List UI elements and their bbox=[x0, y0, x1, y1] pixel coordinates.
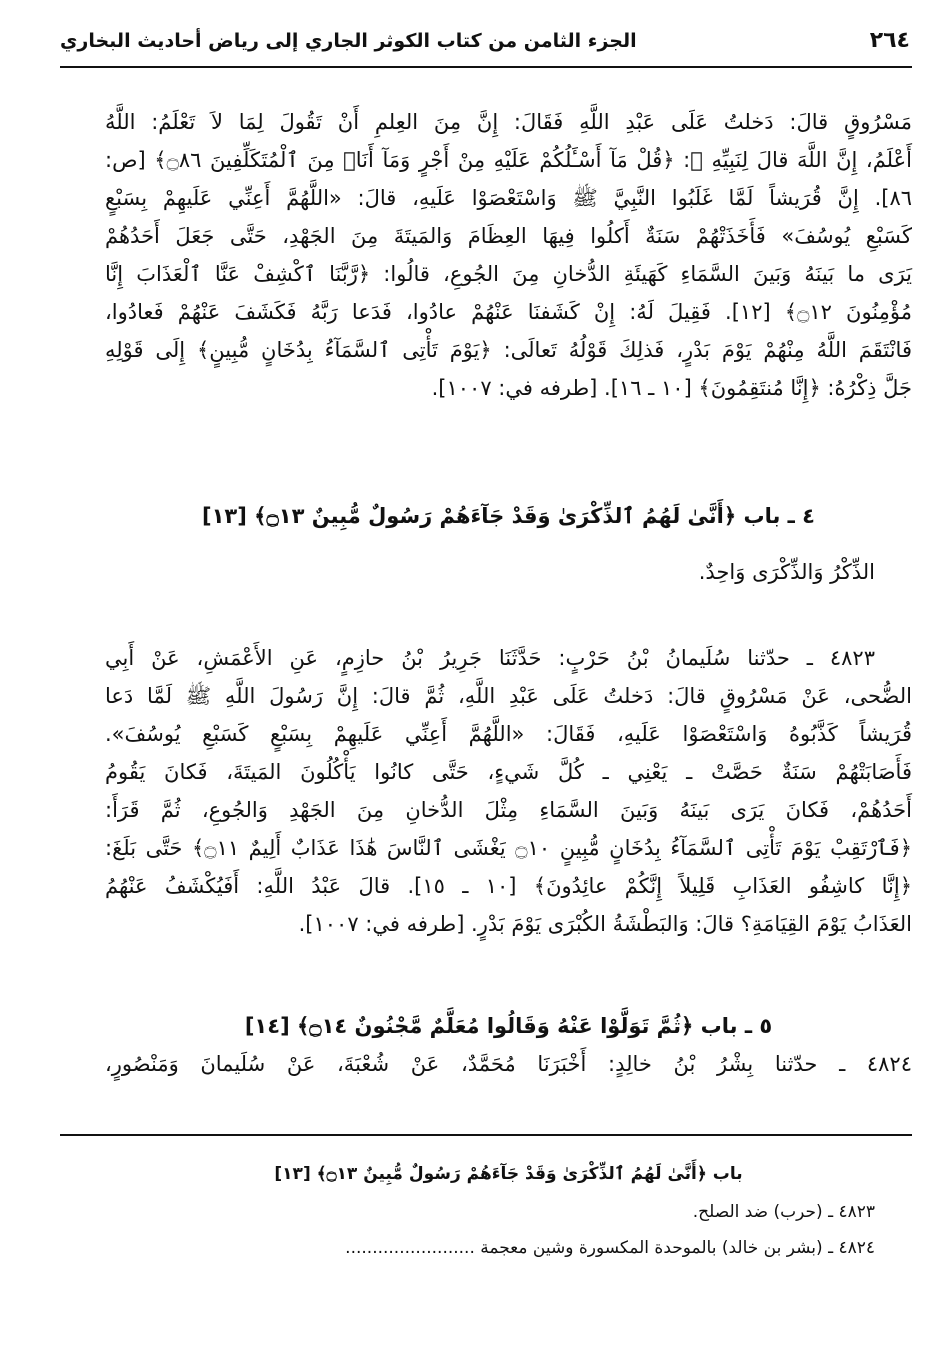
footnote-item: ٤٨٢٤ ـ (بشر بن خالد) بالموحدة المكسورة وشين معجمة ........................ bbox=[345, 1238, 875, 1258]
text-line: الضُّحى، عَنْ مَسْرُوقٍ قالَ: دَخلتُ عَلَى عَبْدِ اللَّهِ، ثُمَّ قالَ: إِنَّ رَسُولَ اللَّهِ ﷺ لَمَّا دَعا bbox=[105, 684, 912, 708]
text-line: أَحَدُهُمْ، فَكانَ يَرَى بَينَهُ وَبَينَ السَّمَاءِ مِثْلَ الدُّخانِ مِنَ الجَهْدِ وَالجُوعِ، ثُمَّ قَرَأَ: bbox=[105, 798, 912, 822]
hadith-4824: ٤٨٢٤ ـ حدّثنا بِشْرُ بْنُ خالِدٍ: أَخْبَرَنَا مُحَمَّدٌ، عَنْ شُعْبَةَ، عَنْ سُلَيمانَ وَمَنْصُورٍ، bbox=[105, 1052, 912, 1076]
text-line: فَأَصَابَتْهُمْ سَنَةٌ حَصَّتْ ـ يَعْنِي ـ كُلَّ شَيءٍ، حَتَّى كانُوا يَأْكُلُونَ المَيتَةَ، فَكانَ يَقُومُ bbox=[105, 760, 912, 784]
text-line: ٤٨٢٣ ـ حدّثنا سُلَيمانُ بْنُ حَرْبٍ: حَدَّثَنَا جَرِيرُ بْنُ حازِمٍ، عَنِ الأَعْمَشِ، عَنْ أَبِي bbox=[105, 646, 875, 670]
text-line: فَانْتَقَمَ اللَّهُ مِنْهُمْ يَوْمَ بَدْرٍ، فَذلِكَ قَوْلُهُ تَعالَى: ﴿يَوْمَ تَأْتِى ٱلسَّمَآءُ بِدُخَانٍ مُّبِينٍ﴾ إِلَى قَوْلِهِ bbox=[105, 338, 912, 362]
page-number: ٢٦٤ bbox=[869, 28, 910, 53]
text-line: ﴿إِنَّا كاشِفُو العَذَابِ قَلِيلاً إِنَّكُمْ عائِدُونَ﴾ [١٠ ـ ١٥]. قالَ عَبْدُ اللَّهِ: أَفَيُكْشَفُ عَنْهُمُ bbox=[105, 874, 913, 898]
text-line: ﴿فَٱرْتَقِبْ يَوْمَ تَأْتِى ٱلسَّمَآءُ بِدُخَانٍ مُّبِينٍ ۝١٠ يَغْشَى ٱلنَّاسَ هَٰذَا عَذَابٌ أَلِيمٌ ۝١١﴾ حَتَّى بَلَغَ: bbox=[105, 836, 912, 860]
text-line: ٨٦]. إِنَّ قُرَيشاً لَمَّا غَلَبُوا النَّبِيَّ ﷺ وَاسْتَعْصَوْا عَلَيهِ، قالَ: «اللَّهُمَّ أَعِنِّي عَلَيهِمْ بِسَبْعٍ bbox=[105, 186, 912, 210]
chapter-heading-5: ٥ ـ باب ﴿ثُمَّ تَوَلَّوْا عَنْهُ وَقَالُوا مُعَلَّمٌ مَّجْنُونٌ ۝١٤﴾ [١٤] bbox=[244, 1014, 773, 1038]
footnote-heading: باب ﴿أَنَّىٰ لَهُمُ ٱلذِّكْرَىٰ وَقَدْ جَآءَهُمْ رَسُولٌ مُّبِينٌ ۝١٣﴾ [١٣] bbox=[274, 1164, 743, 1184]
text-line: كَسَبْعِ يُوسُفَ» فَأَخَذَتْهُمْ سَنَةٌ أَكلُوا فِيهَا العِظَامَ وَالمَيتَةَ مِنَ الجَهْدِ، حَتَّى جَعَلَ أَحَدُهُمْ bbox=[105, 224, 912, 248]
running-title: الجزء الثامن من كتاب الكوثر الجاري إلى رياض أحاديث البخاري bbox=[60, 30, 637, 52]
text-line: أَعْلَمُ، إِنَّ اللَّهَ قالَ لِنَبِيِّهِ ﷺ: ﴿قُلْ مَآ أَسْـَٔلُكُمْ عَلَيْهِ مِنْ أَجْرٍ وَمَآ أَنَا۠ مِنَ ٱلْمُتَكَلِّفِينَ ۝٨٦﴾ [ص: bbox=[105, 148, 913, 172]
running-header bbox=[60, 28, 910, 64]
footnote-rule bbox=[60, 1134, 912, 1136]
text-line: جَلَّ ذِكْرُهُ: ﴿إِنَّا مُنتَقِمُونَ﴾ [١٠ ـ ١٦]. [طرفه في: ١٠٠٧]. bbox=[431, 376, 912, 400]
footnote-item: ٤٨٢٣ ـ (حرب) ضد الصلح. bbox=[692, 1202, 875, 1222]
text-line: العَذَابُ يَوْمَ القِيَامَةِ؟ قالَ: وَالبَطْشَةُ الكُبْرَى يَوْمَ بَدْرٍ. [طرفه في: ١٠٠٧]. bbox=[298, 912, 912, 936]
header-rule bbox=[60, 66, 912, 68]
text-line: مَسْرُوقٍ قالَ: دَخلتُ عَلَى عَبْدِ اللَّهِ فَقَالَ: إِنَّ مِنَ العِلمِ أَنْ تَقُولَ لِمَا لاَ تَعْلَمُ: اللَّهُ bbox=[105, 110, 912, 134]
chapter-heading-4: ٤ ـ باب ﴿أَنَّىٰ لَهُمُ ٱلذِّكْرَىٰ وَقَدْ جَآءَهُمْ رَسُولٌ مُّبِينٌ ۝١٣﴾ [١٣] bbox=[202, 504, 815, 528]
text-line: مُؤْمِنُونَ ۝١٢﴾ [١٢]. فَقِيلَ لَهُ: إِنْ كَشَفنَا عَنْهُمْ عادُوا، فَدَعا رَبَّهُ فَكَشَفَ عَنْهُمْ فَعادُوا، bbox=[105, 300, 912, 324]
chapter-note: الذِّكْرُ وَالذِّكْرَى وَاحِدٌ. bbox=[698, 560, 875, 584]
text-line: يَرَى ما بَينَهُ وَبَينَ السَّمَاءِ كَهَيئَةِ الدُّخانِ مِنَ الجُوعِ، قالُوا: ﴿رَّبَّنَا ٱكْشِفْ عَنَّا ٱلْعَذَابَ إِنَّا bbox=[105, 262, 912, 286]
text-line: قُرَيشاً كَذَّبُوهُ وَاسْتَعْصَوْا عَلَيهِ، فَقَالَ: «اللَّهُمَّ أَعِنِّي عَلَيهِمْ بِسَبْعٍ كَسَبْعِ يُوسُفَ». bbox=[105, 722, 912, 746]
